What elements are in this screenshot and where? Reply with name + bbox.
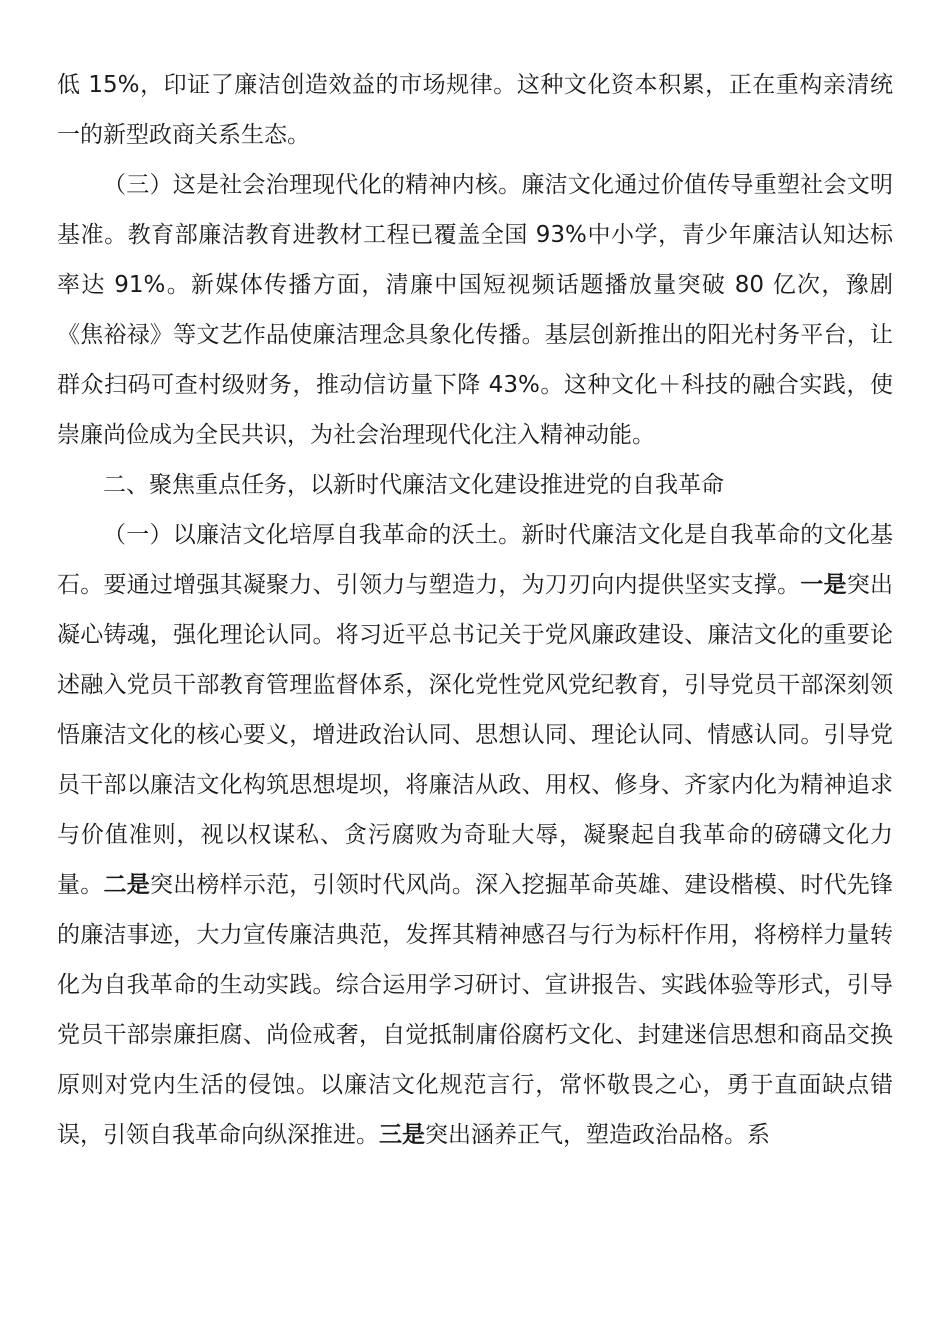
text-segment: 低 15%，印证了廉洁创造效益的市场规律。这种文化资本积累，正在重构亲清统一的新型政商关系生态。 xyxy=(57,72,893,148)
paragraph-social-governance xyxy=(57,160,893,460)
paragraph-self-revolution xyxy=(57,510,893,1160)
text-segment: （三）这是社会治理现代化的精神内核。廉洁文化通过价值传导重塑社会文明基准。教育部廉洁教育进教材工程已覆盖全国 93%中小学，青少年廉洁认知达标率达 91%。新媒体传播方面，清廉中国短视频话题播放量突破 80 亿次，豫剧《焦裕禄》等文艺作品使廉洁理念具象化传播。基层创新推出的阳光村务平台，让群众扫码可查村级财务，推动信访量下降 43%。这种文化＋科技的融合实践，使崇廉尚俭成为全民共识，为社会治理现代化注入精神动能。 xyxy=(57,172,893,448)
section-heading xyxy=(57,460,893,510)
text-segment: 突出涵养正气，塑造政治品格。系 xyxy=(425,1122,770,1148)
text-segment: 突出榜样示范，引领时代风尚。深入挖掘革命英雄、建设楷模、时代先锋的廉洁事迹，大力宣传廉洁典范，发挥其精神感召与行为标杆作用，将榜样力量转化为自我革命的生动实践。综合运用学习研讨、宣讲报告、实践体验等形式，引导党员干部崇廉拒腐、尚俭戒奢，自觉抵制庸俗腐朽文化、封建迷信思想和商品交换原则对党内生活的侵蚀。以廉洁文化规范言行，常怀敬畏之心，勇于直面缺点错误，引领自我革命向纵深推进。 xyxy=(57,872,894,1148)
paragraph-continuation xyxy=(57,60,893,160)
section-heading-text: 二、聚焦重点任务，以新时代廉洁文化建设推进党的自我革命 xyxy=(103,472,724,498)
text-segment: （一）以廉洁文化培厚自我革命的沃土。新时代廉洁文化是自我革命的文化基石。要通过增强其凝聚力、引领力与塑造力，为刀刃向内提供坚实支撑。 xyxy=(57,522,893,598)
text-segment: 突出凝心铸魂，强化理论认同。将习近平总书记关于党风廉政建设、廉洁文化的重要论述融入党员干部教育管理监督体系，深化党性党风党纪教育，引导党员干部深刻领悟廉洁文化的核心要义，增进政治认同、思想认同、理论认同、情感认同。引导党员干部以廉洁文化构筑思想堤坝，将廉洁从政、用权、修身、齐家内化为精神追求与价值准则，视以权谋私、贪污腐败为奇耻大辱，凝聚起自我革命的磅礴文化力量。 xyxy=(57,572,894,898)
bold-marker-third: 三是 xyxy=(379,1122,425,1148)
bold-marker-first: 一是 xyxy=(800,572,847,598)
bold-marker-second: 二是 xyxy=(103,872,150,898)
document-page xyxy=(57,60,893,1160)
